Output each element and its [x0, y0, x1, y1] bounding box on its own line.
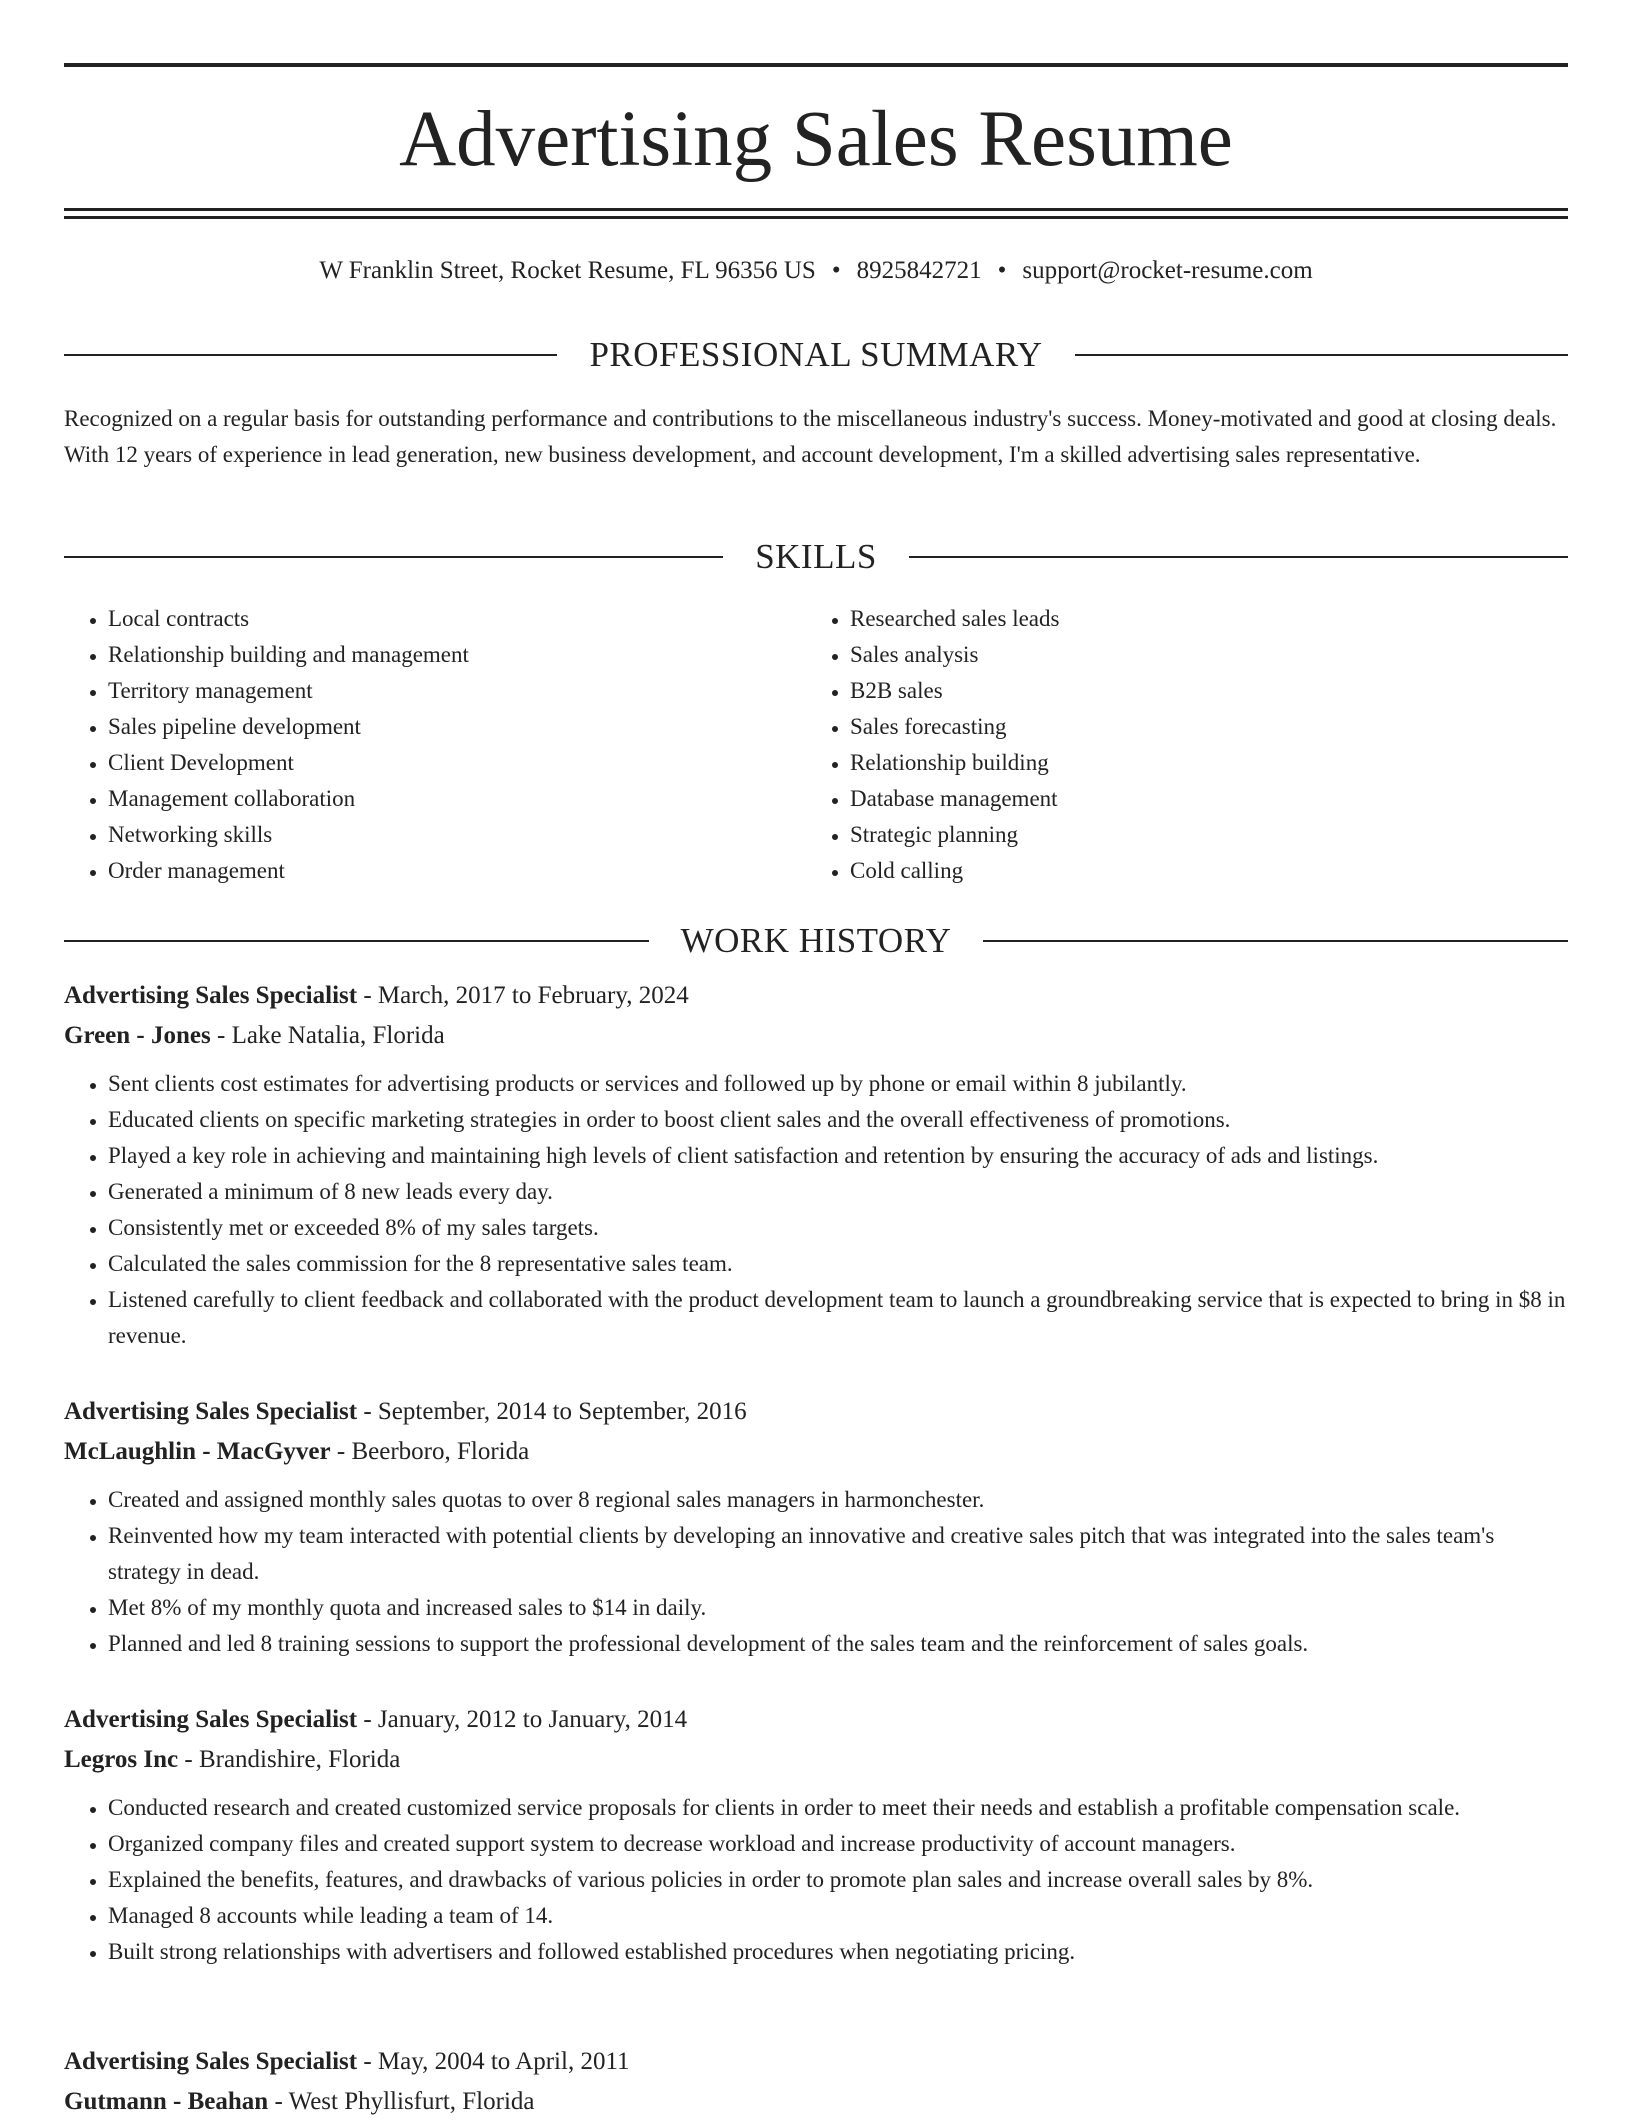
job-bullet: • Educated clients on specific marketing strategies in order to boost client sales and the overall effectiveness of promotions.: [108, 1102, 1568, 1138]
heading-rule: [983, 940, 1568, 942]
job-bullet: • Met 8% of my monthly quota and increased sales to $14 in daily.: [108, 1590, 1568, 1626]
job-title: Advertising Sales Specialist: [64, 1706, 358, 1733]
heading-rule: [64, 940, 649, 942]
job-title-line: [64, 976, 1568, 1016]
dash: -: [210, 1022, 232, 1049]
job-company-line: [64, 1740, 1568, 1780]
skill-item: • Researched sales leads: [850, 601, 1550, 637]
skill-item: • Territory management: [108, 673, 808, 709]
job-company: Gutmann - Beahan: [64, 2088, 269, 2115]
job-bullet: • Reinvented how my team interacted with potential clients by developing an innovative and creative sales pitch that was integrated into the sales team's strategy in dead.: [108, 1518, 1568, 1590]
job-location: West Phyllisfurt, Florida: [288, 2088, 535, 2115]
job-bullet: • Planned and led 8 training sessions to support the professional development of the sales team and the reinforcement of sales goals.: [108, 1626, 1568, 1662]
summary-heading: [64, 335, 1568, 375]
summary-text: Recognized on a regular basis for outstanding performance and contributions to the miscellaneous industry's success. Money-motivated and good at closing deals. With 12 years of experience in lead generation, new business development, and account development, I'm a skilled advertising sales representative.: [64, 406, 1557, 467]
summary-heading-label: PROFESSIONAL SUMMARY: [589, 335, 1043, 374]
skills-list-left: [64, 601, 808, 889]
header-double-rule: [64, 208, 1568, 219]
job-title-line: [64, 1392, 1568, 1432]
contact-separator: •: [997, 257, 1007, 284]
dash: -: [178, 1746, 199, 1773]
work-history-heading-label: WORK HISTORY: [680, 921, 952, 960]
job-title: Advertising Sales Specialist: [64, 2048, 358, 2075]
job-company: McLaughlin - MacGyver: [64, 1438, 331, 1465]
work-history-heading: [64, 921, 1568, 961]
job-company-line: [64, 1432, 1568, 1472]
dash: -: [357, 2048, 378, 2075]
contact-address: W Franklin Street, Rocket Resume, FL 96356 US: [319, 257, 816, 284]
skill-item: • Local contracts: [108, 601, 808, 637]
job-bullet-list: [64, 1066, 1568, 1354]
job-bullet: • Calculated the sales commission for the 8 representative sales team.: [108, 1246, 1568, 1282]
job-bullet-list: [64, 1790, 1568, 1970]
skill-item: • Sales analysis: [850, 637, 1550, 673]
job-location: Beerboro, Florida: [351, 1438, 530, 1465]
job-title: Advertising Sales Specialist: [64, 982, 358, 1009]
dash: -: [330, 1438, 352, 1465]
job-company-line: [64, 1016, 1568, 1056]
job-bullet: • Created and assigned monthly sales quotas to over 8 regional sales managers in harmonchester.: [108, 1482, 1568, 1518]
dash: -: [357, 982, 378, 1009]
skill-item: • Relationship building and management: [108, 637, 808, 673]
skill-item: • Relationship building: [850, 745, 1550, 781]
skill-item: • Sales forecasting: [850, 709, 1550, 745]
job-location: Brandishire, Florida: [198, 1746, 401, 1773]
heading-rule: [909, 556, 1568, 558]
skills-list-right: [806, 601, 1550, 889]
header-top-rule: [64, 63, 1568, 67]
job-company: Green - Jones: [64, 1022, 211, 1049]
contact-line: [64, 255, 1568, 287]
job-bullet: • Sent clients cost estimates for advertising products or services and followed up by phone or email within 8 jubilantly.: [108, 1066, 1568, 1102]
contact-email: support@rocket-resume.com: [1022, 257, 1313, 284]
job-title: Advertising Sales Specialist: [64, 1398, 358, 1425]
job-bullet: • Built strong relationships with advertisers and followed established procedures when negotiating pricing.: [108, 1934, 1568, 1970]
heading-rule: [1075, 354, 1568, 356]
job-entry: [64, 1700, 1568, 1970]
heading-rule: [64, 556, 723, 558]
job-bullet: • Played a key role in achieving and maintaining high levels of client satisfaction and retention by ensuring the accuracy of ads and listings.: [108, 1138, 1568, 1174]
job-entry: [64, 2042, 1568, 2122]
job-location: Lake Natalia, Florida: [231, 1022, 445, 1049]
dash: -: [357, 1706, 378, 1733]
job-bullet-list: [64, 1482, 1568, 1662]
job-bullet: • Conducted research and created customized service proposals for clients in order to meet their needs and establish a profitable compensation scale.: [108, 1790, 1568, 1826]
dash: -: [357, 1398, 378, 1425]
job-bullet: • Managed 8 accounts while leading a team of 14.: [108, 1898, 1568, 1934]
skill-item: • Order management: [108, 853, 808, 889]
resume-title: Advertising Sales Resume: [399, 96, 1233, 183]
job-dates: January, 2012 to January, 2014: [377, 1706, 688, 1733]
skill-item: • Sales pipeline development: [108, 709, 808, 745]
skill-item: • Cold calling: [850, 853, 1550, 889]
job-dates: May, 2004 to April, 2011: [377, 2048, 630, 2075]
job-bullet: • Consistently met or exceeded 8% of my sales targets.: [108, 1210, 1568, 1246]
job-bullet: • Listened carefully to client feedback and collaborated with the product development team to launch a groundbreaking service that is expected to bring in $8 in revenue.: [108, 1282, 1568, 1354]
job-title-line: [64, 1700, 1568, 1740]
skill-item: • Client Development: [108, 745, 808, 781]
job-entry: [64, 1392, 1568, 1662]
dash: -: [268, 2088, 289, 2115]
job-company-line: [64, 2082, 1568, 2122]
skill-item: • B2B sales: [850, 673, 1550, 709]
skill-item: • Networking skills: [108, 817, 808, 853]
job-dates: March, 2017 to February, 2024: [377, 982, 689, 1009]
job-title-line: [64, 2042, 1568, 2082]
job-dates: September, 2014 to September, 2016: [377, 1398, 747, 1425]
skill-item: • Strategic planning: [850, 817, 1550, 853]
skill-item: • Database management: [850, 781, 1550, 817]
job-company: Legros Inc: [64, 1746, 179, 1773]
heading-rule: [64, 354, 557, 356]
job-bullet: • Generated a minimum of 8 new leads every day.: [108, 1174, 1568, 1210]
contact-phone: 8925842721: [856, 257, 982, 284]
skills-heading: [64, 537, 1568, 577]
job-bullet: • Explained the benefits, features, and drawbacks of various policies in order to promote plan sales and increase overall sales by 8%.: [108, 1862, 1568, 1898]
skills-heading-label: SKILLS: [755, 537, 877, 576]
job-bullet: • Organized company files and created support system to decrease workload and increase productivity of account managers.: [108, 1826, 1568, 1862]
skill-item: • Management collaboration: [108, 781, 808, 817]
job-entry: [64, 976, 1568, 1354]
contact-separator: •: [831, 257, 841, 284]
